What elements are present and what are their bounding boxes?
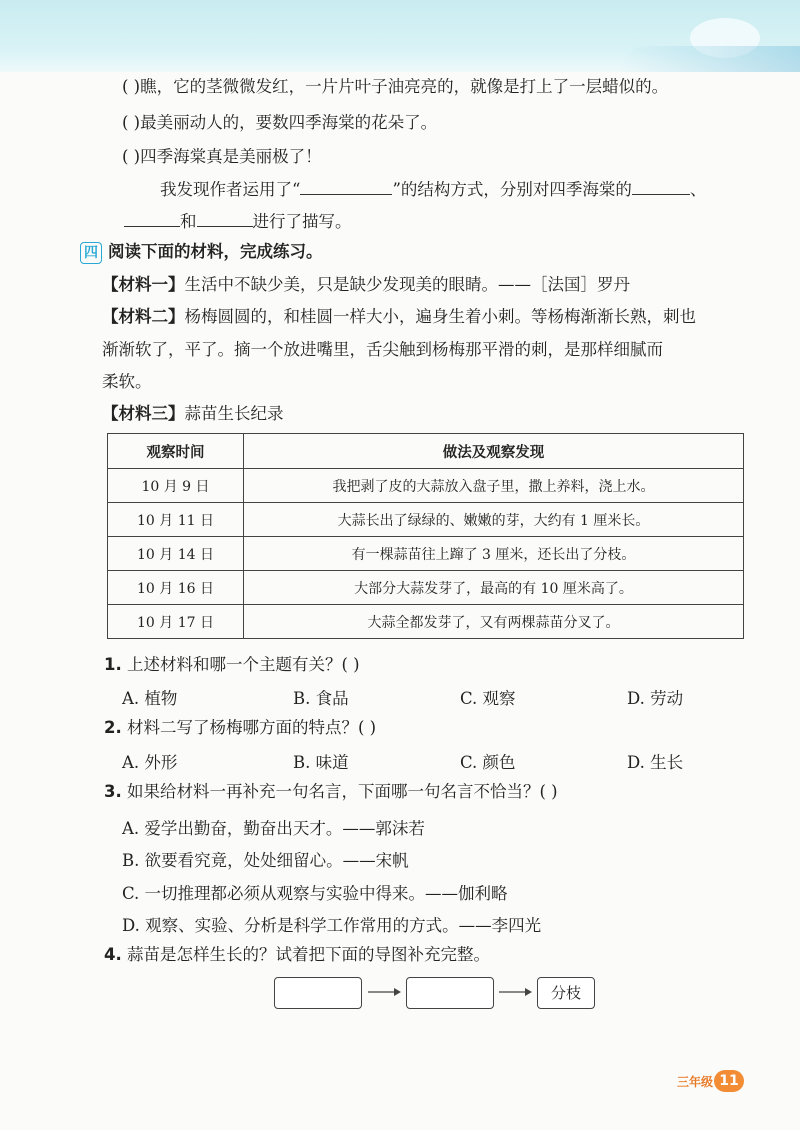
table-row <box>108 605 744 639</box>
material-3-title: 【材料三】蒜苗生长纪录 <box>102 404 284 423</box>
mindmap-box-branching: 分枝 <box>537 977 595 1009</box>
table-cell-date: 10 月 17 日 <box>108 605 244 639</box>
table-cell-date: 10 月 16 日 <box>108 571 244 605</box>
aspect-blank-1[interactable] <box>632 178 690 195</box>
table-header-row <box>108 434 744 469</box>
table-cell-note: 大部分大蒜发芽了，最高的有 10 厘米高了。 <box>244 571 744 605</box>
aspect-blank-3[interactable] <box>197 210 253 227</box>
table-cell-note: 大蒜全都发芽了，又有两棵蒜苗分叉了。 <box>244 605 744 639</box>
grade-label: 三年级 <box>677 1075 714 1089</box>
q3-option-d[interactable]: D. 观察、实验、分析是科学工作常用的方式。——李四光 <box>122 916 542 935</box>
aspect-blank-2[interactable] <box>124 210 180 227</box>
table-row <box>108 503 744 537</box>
mindmap-blank-box-1[interactable] <box>274 977 362 1009</box>
question-1: 1. 上述材料和哪一个主题有关？( ) <box>104 655 360 674</box>
q3-option-a[interactable]: A. 爱学出勤奋，勤奋出天才。——郭沫若 <box>122 819 425 838</box>
question-4: 4. 蒜苗是怎样生长的？试着把下面的导图补充完整。 <box>104 945 490 964</box>
summary-line-2: 和 进行了描写。 <box>124 210 352 233</box>
material-2-line-1: 【材料二】杨梅圆圆的，和桂圆一样大小，遍身生着小刺。等杨梅渐渐长熟，刺也 <box>102 307 696 326</box>
question-2: 2. 材料二写了杨梅哪方面的特点？( ) <box>104 718 377 737</box>
arrow-right-icon <box>368 986 402 998</box>
table-cell-date: 10 月 14 日 <box>108 537 244 571</box>
material-1: 【材料一】生活中不缺少美，只是缺少发现美的眼睛。——［法国］罗丹 <box>102 275 630 294</box>
table-cell-date: 10 月 9 日 <box>108 469 244 503</box>
order-item-1: ( )瞧，它的茎微微发红，一片片叶子油亮亮的，就像是打上了一层蜡似的。 <box>122 77 669 96</box>
table-cell-note: 有一棵蒜苗往上蹿了 3 厘米，还长出了分枝。 <box>244 537 744 571</box>
answer-paren[interactable]: ( ) <box>122 113 141 132</box>
q2-option-c[interactable]: C. 颜色 <box>460 753 516 772</box>
summary-line-1: 我发现作者运用了“ ”的结构方式，分别对四季海棠的 、 <box>160 180 707 199</box>
table-header: 做法及观察发现 <box>244 434 744 469</box>
table-row <box>108 469 744 503</box>
section-number-badge: 四 <box>80 242 102 264</box>
structure-blank[interactable] <box>300 178 392 195</box>
answer-paren[interactable]: ( ) <box>122 147 141 166</box>
table-row <box>108 571 744 605</box>
q2-option-d[interactable]: D. 生长 <box>627 753 684 772</box>
q2-option-b[interactable]: B. 味道 <box>293 753 349 772</box>
material-2-line-2: 渐渐软了，平了。摘一个放进嘴里，舌尖触到杨梅那平滑的刺，是那样细腻而 <box>102 340 663 359</box>
table-row <box>108 537 744 571</box>
page-number: 11 <box>714 1070 744 1092</box>
mindmap-blank-box-2[interactable] <box>406 977 494 1009</box>
observation-table <box>107 433 744 639</box>
section-title: 阅读下面的材料，完成练习。 <box>108 242 323 261</box>
question-3: 3. 如果给材料一再补充一句名言，下面哪一句名言不恰当？( ) <box>104 782 558 801</box>
answer-paren[interactable]: ( ) <box>122 77 141 96</box>
table-cell-date: 10 月 11 日 <box>108 503 244 537</box>
table-cell-note: 大蒜长出了绿绿的、嫩嫩的芽，大约有 1 厘米长。 <box>244 503 744 537</box>
q1-option-a[interactable]: A. 植物 <box>122 689 178 708</box>
order-item-2: ( )最美丽动人的，要数四季海棠的花朵了。 <box>122 113 438 132</box>
table-header: 观察时间 <box>108 434 244 469</box>
table-cell-note: 我把剥了皮的大蒜放入盘子里，撒上养料，浇上水。 <box>244 469 744 503</box>
material-2-line-3: 柔软。 <box>102 372 152 391</box>
wave-decoration <box>620 46 800 72</box>
order-item-3: ( )四季海棠真是美丽极了！ <box>122 147 322 166</box>
q3-option-b[interactable]: B. 欲要看究竟，处处细留心。——宋帆 <box>122 851 409 870</box>
q1-option-d[interactable]: D. 劳动 <box>627 689 684 708</box>
arrow-right-icon <box>499 986 533 998</box>
header-banner <box>0 0 800 72</box>
q1-option-b[interactable]: B. 食品 <box>293 689 349 708</box>
q2-option-a[interactable]: A. 外形 <box>122 753 178 772</box>
q1-option-c[interactable]: C. 观察 <box>460 689 516 708</box>
section-4-heading <box>80 241 323 264</box>
q3-option-c[interactable]: C. 一切推理都必须从观察与实验中得来。——伽利略 <box>122 884 508 903</box>
